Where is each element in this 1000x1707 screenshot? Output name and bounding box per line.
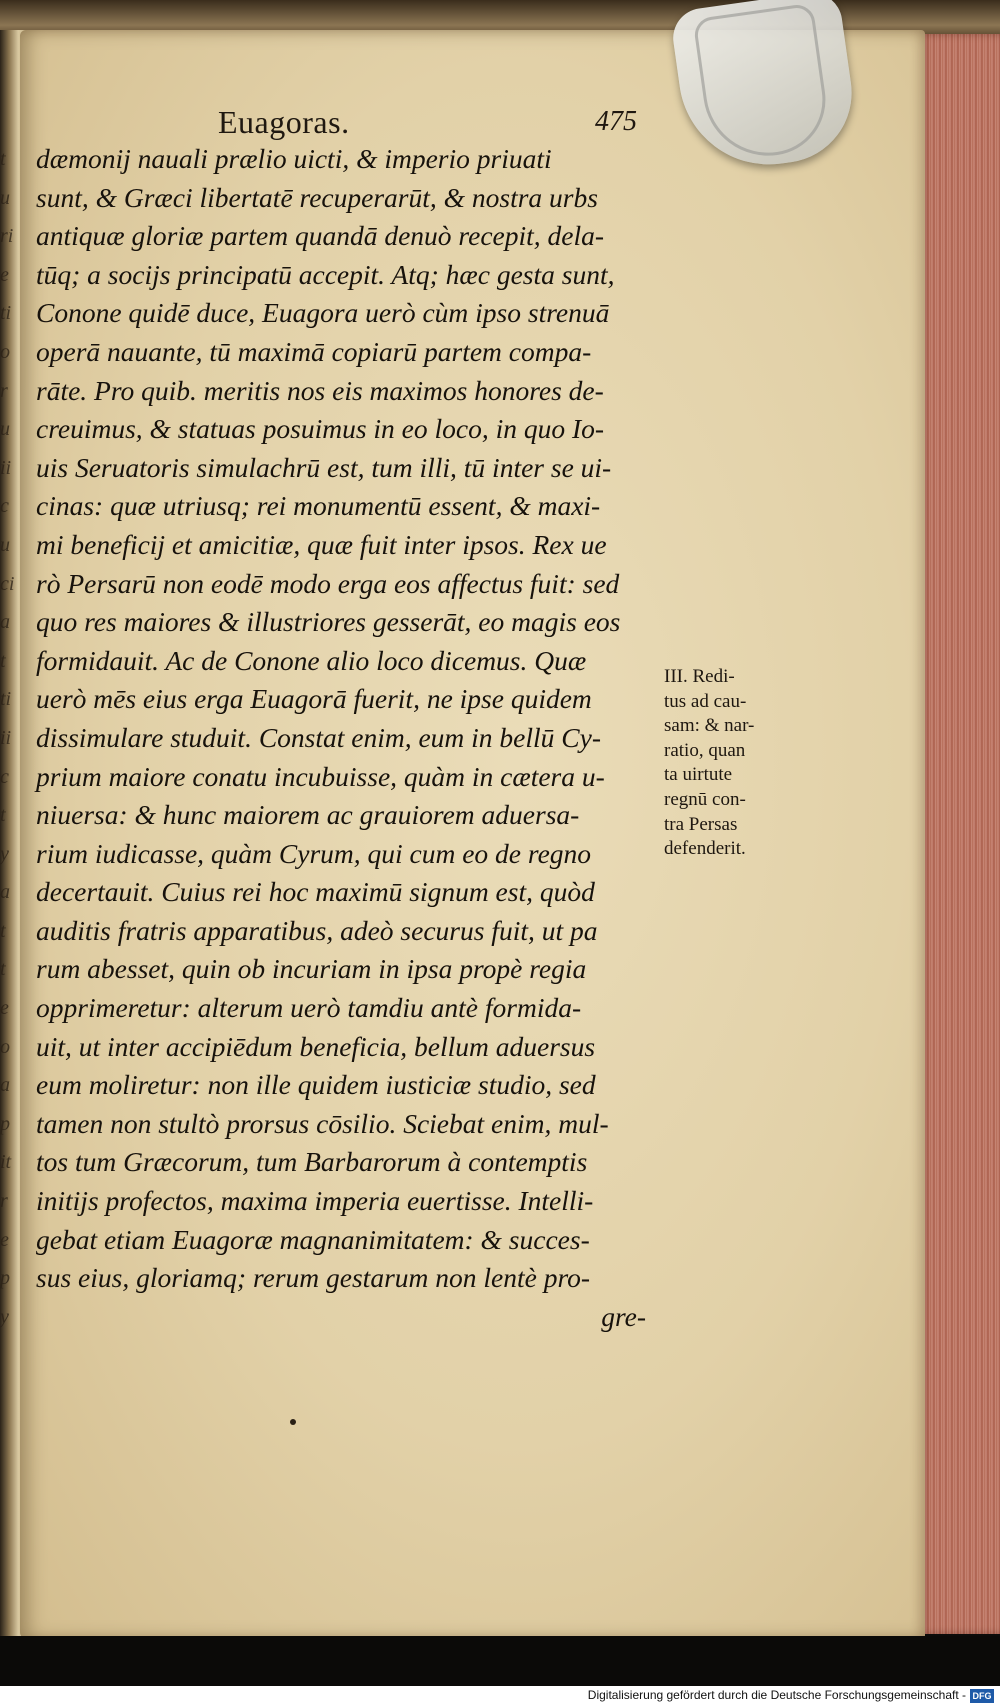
text-line: auditis fratris apparatibus, adeò securus fuit, ut pa [36, 914, 598, 946]
bleed-fragment: u [0, 418, 10, 441]
bleed-fragment: ci [0, 572, 15, 595]
text-line: sus eius, gloriamq; rerum gestarum non lentè pro- [36, 1262, 591, 1294]
text-line: tos tum Græcorum, tum Barbarorum à contemptis [36, 1146, 588, 1178]
text-line: gebat etiam Euagoræ magnanimitatem: & succes- [36, 1223, 590, 1255]
marginal-note-line: ta uirtute [664, 764, 733, 786]
marginal-note [664, 665, 804, 862]
text-line: eum moliretur: non ille quidem iusticiæ studio, sed [36, 1069, 596, 1101]
bleed-fragment: r [0, 1190, 8, 1213]
marginal-note-line: tus ad cau- [664, 690, 747, 712]
text-line: creuimus, & statuas posuimus in eo loco, in quo Io- [36, 413, 605, 445]
bleed-fragment: ii [0, 726, 12, 749]
bleed-fragment: it [0, 1151, 12, 1174]
catchword: gre- [601, 1300, 646, 1332]
text-line: decertauit. Cuius rei hoc maximū signum est, quòd [36, 876, 595, 908]
left-page-bleed-text [0, 140, 18, 1390]
bleed-fragment: ii [0, 456, 12, 479]
marginal-note-line: regnū con- [664, 788, 746, 810]
text-line: formidauit. Ac de Conone alio loco dicemus. Quæ [36, 644, 587, 676]
text-line: quo res maiores & illustriores gesserāt, eo magis eos [36, 606, 621, 638]
marginal-note-line: sam: & nar- [664, 715, 755, 737]
footer-bar [0, 1686, 1000, 1707]
ink-dot [290, 1419, 296, 1425]
bleed-fragment: u [0, 533, 10, 556]
bleed-fragment: t [0, 958, 6, 981]
marginal-note-line: tra Persas [664, 813, 738, 835]
text-line: niuersa: & hunc maiorem ac grauiorem aduersa- [36, 799, 580, 831]
text-line: rāte. Pro quib. meritis nos eis maximos honores de- [36, 374, 604, 406]
bleed-fragment: c [0, 495, 9, 518]
text-line: mi beneficij et amicitiæ, quæ fuit inter ipsos. Rex ue [36, 528, 607, 560]
bleed-fragment: p [0, 1267, 10, 1290]
text-line: prium maiore conatu incubuisse, quàm in cætera u- [36, 760, 605, 792]
bleed-fragment: a [0, 881, 10, 904]
funding-credit: Digitalisierung gefördert durch die Deutsche Forschungsgemeinschaft - [587, 1688, 966, 1702]
bleed-fragment: r [0, 379, 8, 402]
bleed-fragment: t [0, 148, 6, 170]
fore-edge-red [918, 34, 1000, 1634]
bleed-fragment: y [0, 1305, 9, 1328]
main-text-block [36, 140, 656, 1336]
text-line: cinas: quæ utriusq; rei monumentū essent, & maxi- [36, 490, 601, 522]
text-line: opprimeretur: alterum uerò tamdiu antè formida- [36, 992, 582, 1024]
text-line: uit, ut inter accipiēdum beneficia, bellum aduersus [36, 1030, 596, 1062]
marginal-note-line: defenderit. [664, 838, 746, 860]
text-line: antiquæ gloriæ partem quandā denuò recepit, dela- [36, 220, 605, 252]
text-line: Conone quidē duce, Euagora uerò cùm ipso strenuā [36, 297, 610, 329]
page-number: 475 [595, 106, 637, 137]
text-line: dæmonij nauali prælio uicti, & imperio priuati [36, 143, 552, 174]
bleed-fragment: u [0, 186, 10, 209]
bleed-fragment: t [0, 649, 6, 672]
text-line: tūq; a socijs principatū accepit. Atq; hæc gesta sunt, [36, 258, 615, 290]
text-line: operā nauante, tū maximā copiarū partem compa- [36, 335, 592, 367]
bleed-fragment: ti [0, 688, 12, 711]
bleed-fragment: e [0, 1228, 9, 1251]
text-line: dissimulare studuit. Constat enim, eum in bellū Cy- [36, 721, 601, 753]
text-line: rò Persarū non eodē modo erga eos affectus fuit: sed [36, 567, 620, 599]
bleed-fragment: a [0, 611, 10, 634]
text-line: initijs profectos, maxima imperia euertisse. Intelli- [36, 1185, 594, 1217]
bleed-fragment: p [0, 1112, 10, 1135]
text-line: rum abesset, quin ob incuriam in ipsa propè regia [36, 953, 587, 985]
bleed-fragment: t [0, 919, 6, 942]
bleed-fragment: e [0, 263, 9, 286]
text-line: uerò mēs eius erga Euagorā fuerit, ne ipse quidem [36, 683, 592, 715]
running-head: Euagoras. [218, 104, 350, 140]
text-line: rium iudicasse, quàm Cyrum, qui cum eo de regno [36, 837, 592, 869]
marginal-note-line: ratio, quan [664, 739, 746, 761]
bleed-fragment: a [0, 1074, 10, 1097]
bleed-fragment: c [0, 765, 9, 788]
text-line: sunt, & Græci libertatē recuperarūt, & nostra urbs [36, 181, 598, 213]
bleed-fragment: o [0, 340, 10, 363]
dfg-logo: DFG [970, 1689, 994, 1703]
bleed-fragment: e [0, 997, 9, 1020]
bleed-fragment: t [0, 804, 6, 827]
text-line: uis Seruatoris simulachrū est, tum illi, tū inter se ui- [36, 451, 612, 483]
bleed-fragment: y [0, 842, 9, 865]
bleed-fragment: o [0, 1035, 10, 1058]
text-line: tamen non stultò prorsus cōsilio. Sciebat enim, mul- [36, 1107, 609, 1139]
marginal-note-line: III. Redi- [664, 666, 735, 687]
bleed-fragment: ri [0, 225, 14, 248]
page-bottom-shadow [0, 1636, 1000, 1686]
bleed-fragment: ti [0, 302, 12, 325]
